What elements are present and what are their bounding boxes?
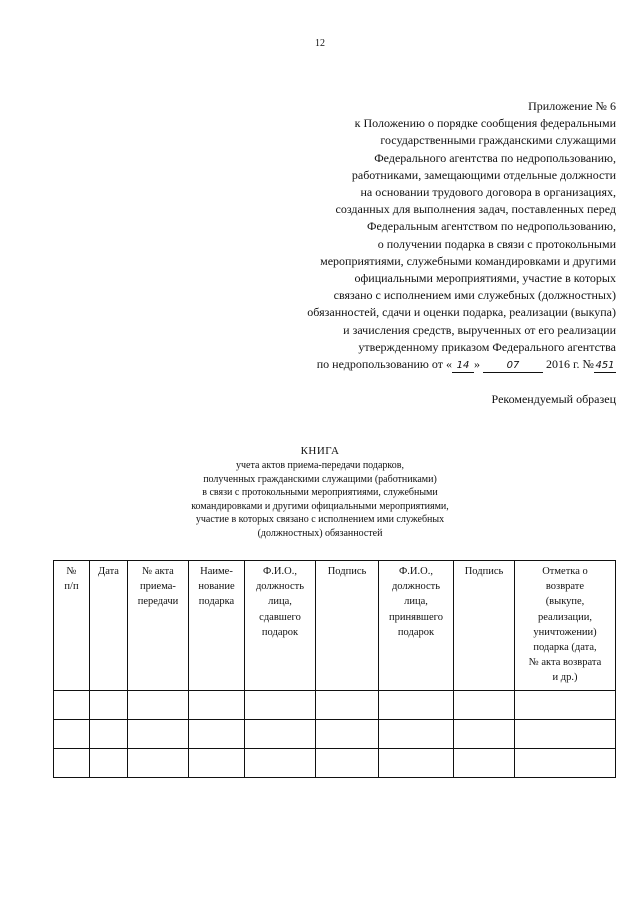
order-year-number-label: 2016 г. № [545, 357, 594, 372]
book-subtitle-line: полученных гражданскими служащими (работниками) [203, 473, 437, 485]
table-cell [245, 749, 316, 778]
page-number: 12 [315, 38, 325, 49]
book-subtitle-line: участие в которых связано с исполнением ими служебных [195, 514, 445, 526]
header-date: Дата [90, 561, 128, 691]
header-return-mark: Отметка о возврате (выкупе, реализации, уничтожении) подарка (дата, № акта возврата и др.) [515, 561, 616, 691]
appendix-line: к Положению о порядке сообщения федеральными [354, 116, 616, 131]
book-subtitle-line: командировками и другими официальными мероприятиями, [191, 500, 449, 512]
table-cell [90, 749, 128, 778]
table-cell [245, 691, 316, 720]
appendix-line: и зачисления средств, вырученных от его реализации [343, 322, 616, 337]
table-row [54, 691, 616, 720]
order-number-handwritten: 451 [595, 360, 615, 372]
table-cell [454, 749, 515, 778]
book-subtitle-line: учета актов приема-передачи подарков, [236, 460, 404, 471]
book-subtitle-line: в связи с протокольными мероприятиями, служебными [202, 487, 438, 499]
table-cell [379, 749, 454, 778]
table-cell [128, 720, 189, 749]
order-month-handwritten: 07 [483, 359, 543, 373]
table-cell [515, 749, 616, 778]
appendix-line: государственными гражданскими служащими [380, 133, 616, 148]
gift-acts-ledger-table [53, 560, 616, 778]
header-row-number: № п/п [54, 561, 90, 691]
appendix-title: Приложение № 6 [528, 99, 616, 113]
appendix-line: на основании трудового договора в организациях, [360, 185, 616, 200]
order-day-handwritten: 14 [452, 359, 474, 373]
book-subtitle [150, 459, 490, 541]
table-cell [515, 691, 616, 720]
table-cell [245, 720, 316, 749]
order-reference-line [216, 356, 616, 373]
book-title: КНИГА [300, 445, 340, 457]
table-cell [128, 691, 189, 720]
appendix-header [216, 98, 616, 373]
appendix-line: официальными мероприятиями, участие в которых [354, 271, 616, 286]
table-cell [54, 691, 90, 720]
table-cell [454, 691, 515, 720]
appendix-line: работниками, замещающими отдельные должности [351, 167, 616, 182]
table-cell [189, 749, 245, 778]
header-receiver-signature: Подпись [454, 561, 515, 691]
table-cell [316, 749, 379, 778]
table-cell [128, 749, 189, 778]
appendix-line: Федерального агентства по недропользованию, [374, 150, 616, 165]
header-gift-name: Наиме- нование подарка [189, 561, 245, 691]
table-cell [379, 720, 454, 749]
header-act-number: № акта приема- передачи [128, 561, 189, 691]
appendix-line: созданных для выполнения задач, поставленных перед [335, 202, 616, 217]
header-receiver-name: Ф.И.О., должность лица, принявшего подарок [379, 561, 454, 691]
book-subtitle-line: (должностных) обязанностей [257, 527, 383, 539]
table-cell [189, 720, 245, 749]
order-prefix: по недропользованию от « [316, 357, 452, 372]
table-cell [54, 749, 90, 778]
table-header-row [54, 561, 616, 691]
table-row [54, 749, 616, 778]
table-cell [189, 691, 245, 720]
table-cell [90, 691, 128, 720]
order-quote-close: » [473, 357, 480, 372]
table-cell [379, 691, 454, 720]
header-giver-signature: Подпись [316, 561, 379, 691]
header-giver-name: Ф.И.О., должность лица, сдавшего подарок [245, 561, 316, 691]
table-cell [54, 720, 90, 749]
appendix-line: связано с исполнением ими служебных (должностных) [333, 288, 616, 303]
table-cell [316, 720, 379, 749]
appendix-line: Федеральным агентством по недропользованию, [367, 219, 616, 234]
appendix-line: обязанностей, сдачи и оценки подарка, реализации (выкупа) [307, 305, 616, 320]
table-cell [90, 720, 128, 749]
sample-label: Рекомендуемый образец [491, 392, 616, 406]
table-cell [316, 691, 379, 720]
table-cell [515, 720, 616, 749]
appendix-line: мероприятиями, служебными командировками и другими [320, 253, 616, 268]
table-row [54, 720, 616, 749]
table-cell [454, 720, 515, 749]
appendix-line: о получении подарка в связи с протокольными [377, 236, 616, 251]
appendix-line: утвержденному приказом Федерального агентства [358, 339, 616, 354]
